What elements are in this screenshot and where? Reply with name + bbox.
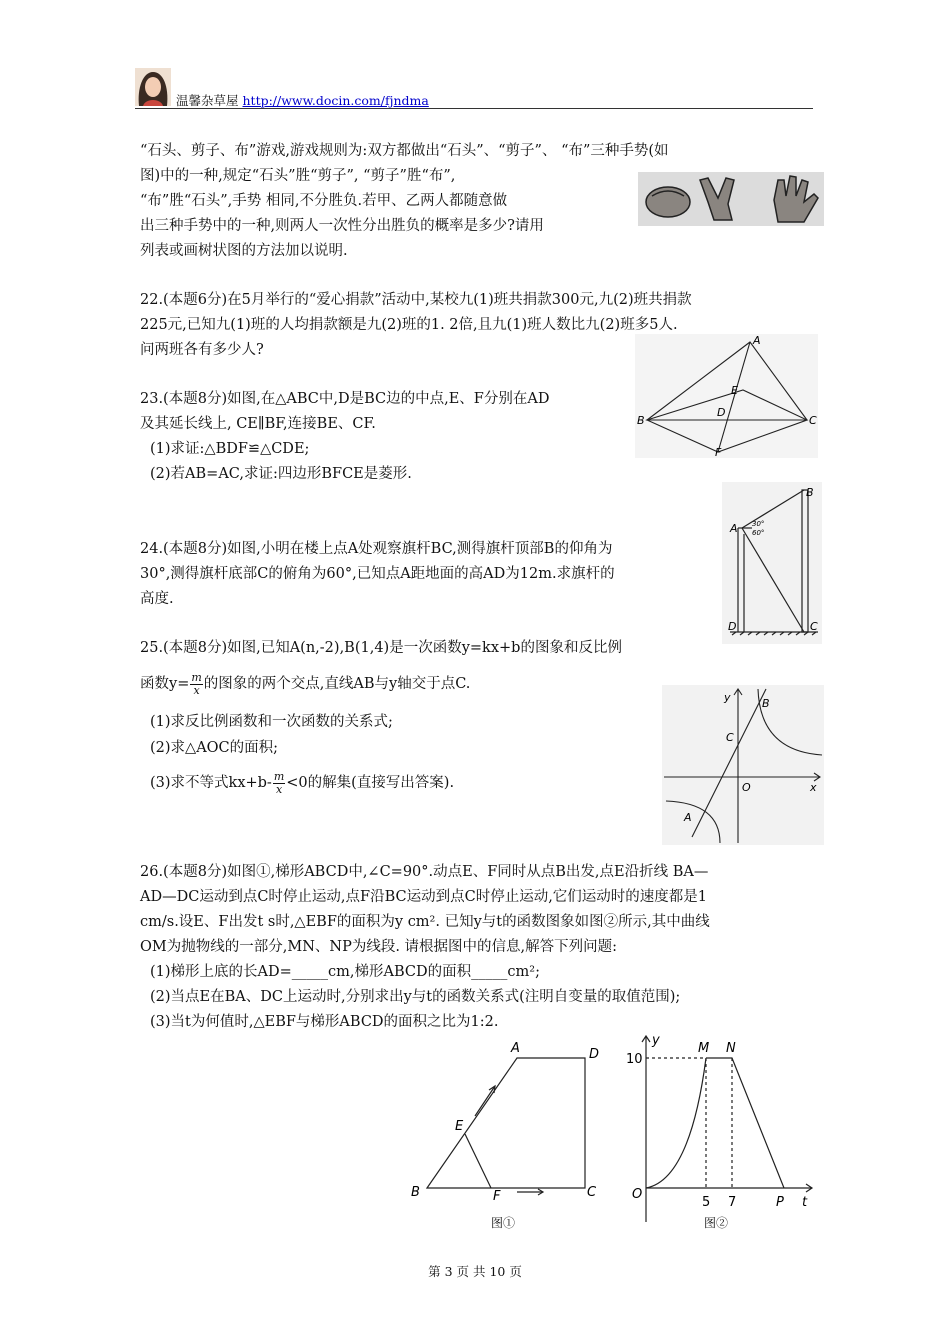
q24-label-a: A bbox=[730, 522, 738, 535]
q25-line-2-post: 的图象的两个交点,直线AB与y轴交于点C. bbox=[203, 676, 471, 692]
q26-fig2-label-n: N bbox=[726, 1041, 736, 1056]
fraction-denominator: x bbox=[275, 782, 283, 796]
q22-line-1: 22.(本题6分)在5月举行的“爱心捐款”活动中,某校九(1)班共捐款300元,九(2)班共捐款 bbox=[140, 292, 692, 308]
q21-line-4: 出三种手势中的一种,则两人一次性分出胜负的概率是多少?请用 bbox=[140, 218, 544, 234]
site-name: 温馨杂草屋 bbox=[176, 93, 239, 108]
q26-fig2-label-m: M bbox=[698, 1041, 710, 1056]
q23-line-2: 及其延长线上, CE∥BF,连接BE、CF. bbox=[140, 416, 376, 432]
q21-line-1: “石头、剪子、布”游戏,游戏规则为:双方都做出“石头”、“剪子”、 “布”三种手势(如 bbox=[140, 143, 669, 159]
q24-line-2: 30°,测得旗杆底部C的俯角为60°,已知点A距地面的高AD为12m.求旗杆的 bbox=[140, 566, 615, 582]
q25-sub-2: (2)求△AOC的面积; bbox=[150, 740, 279, 756]
q26-fig1-label-f: F bbox=[493, 1189, 501, 1204]
q24-angle-30: 30° bbox=[752, 520, 765, 528]
q23-sub-1: (1)求证:△BDF≌△CDE; bbox=[150, 441, 310, 457]
hand-gestures-image bbox=[638, 172, 824, 226]
q26-fig1-label-d: D bbox=[589, 1047, 600, 1062]
q25-line-2-pre: 函数y= bbox=[140, 676, 190, 692]
q23-label-a: A bbox=[753, 334, 761, 347]
q26-function-graph-figure bbox=[622, 1030, 817, 1230]
q26-sub-1: (1)梯形上底的长AD=_____cm,梯形ABCD的面积_____cm²; bbox=[150, 964, 540, 980]
q21-line-3: “布”胜“石头”,手势 相同,不分胜负.若甲、乙两人都随意做 bbox=[140, 193, 508, 209]
q24-label-c: C bbox=[810, 620, 818, 633]
q26-line-2: AD—DC运动到点C时停止运动,点F沿BC运动到点C时停止运动,它们运动时的速度都是1 bbox=[140, 889, 708, 905]
q25-label-o: O bbox=[742, 781, 751, 794]
q26-sub-2: (2)当点E在BA、DC上运动时,分别求出y与t的函数关系式(注明自变量的取值范围); bbox=[150, 989, 681, 1005]
q25-label-a: A bbox=[684, 811, 692, 824]
header-text bbox=[176, 91, 429, 109]
q24-angle-60: 60° bbox=[752, 529, 765, 537]
q26-fig1-caption: 图① bbox=[491, 1216, 516, 1230]
q26-line-4: OM为抛物线的一部分,MN、NP为线段. 请根据图中的信息,解答下列问题: bbox=[140, 939, 618, 955]
q22-line-2: 225元,已知九(1)班的人均捐款额是九(2)班的1. 2倍,且九(1)班人数比九(2)班多5人. bbox=[140, 317, 678, 333]
q23-label-f: F bbox=[715, 446, 722, 458]
q25-fraction-m-over-x-2 bbox=[273, 771, 285, 796]
fraction-numerator: m bbox=[273, 769, 285, 783]
site-url-link[interactable]: http://www.docin.com/fjndma bbox=[242, 93, 429, 108]
q25-sub-3-pre: (3)求不等式kx+b- bbox=[150, 775, 272, 791]
q25-sub-3-post: <0的解集(直接写出答案). bbox=[286, 775, 455, 791]
q26-fig2-label-7: 7 bbox=[728, 1195, 737, 1210]
q23-label-e: E bbox=[731, 384, 738, 397]
q26-line-1: 26.(本题8分)如图①,梯形ABCD中,∠C=90°.动点E、F同时从点B出发,点E沿折线 BA— bbox=[140, 864, 709, 880]
q26-sub-3: (3)当t为何值时,△EBF与梯形ABCD的面积之比为1:2. bbox=[150, 1014, 499, 1030]
q26-fig1-label-c: C bbox=[587, 1185, 597, 1200]
q26-fig2-label-y: y bbox=[652, 1033, 660, 1048]
q25-label-x: x bbox=[810, 781, 817, 794]
q25-label-y: y bbox=[724, 691, 731, 704]
q25-line-2 bbox=[140, 669, 470, 699]
q25-label-b: B bbox=[762, 697, 770, 710]
q25-sub-3 bbox=[150, 768, 454, 798]
q26-fig1-label-a: A bbox=[511, 1041, 520, 1056]
page-footer: 第 3 页 共 10 页 bbox=[428, 1264, 522, 1279]
q26-fig2-label-10: 10 bbox=[626, 1052, 643, 1067]
q26-fig2-label-t: t bbox=[802, 1195, 808, 1210]
q26-fig2-label-5: 5 bbox=[702, 1195, 711, 1210]
fraction-numerator: m bbox=[191, 670, 202, 684]
q24-label-d: D bbox=[728, 620, 737, 633]
q24-line-1: 24.(本题8分)如图,小明在楼上点A处观察旗杆BC,测得旗杆顶部B的仰角为 bbox=[140, 541, 613, 557]
q23-label-b: B bbox=[637, 414, 645, 427]
q25-line-1: 25.(本题8分)如图,已知A(n,-2),B(1,4)是一次函数y=kx+b的图象和反比例 bbox=[140, 640, 622, 656]
q26-fig2-label-o: O bbox=[632, 1187, 643, 1202]
q24-line-3: 高度. bbox=[140, 591, 174, 607]
q22-line-3: 问两班各有多少人? bbox=[140, 342, 264, 358]
q25-graph-figure bbox=[662, 685, 824, 845]
q23-line-1: 23.(本题8分)如图,在△ABC中,D是BC边的中点,E、F分别在AD bbox=[140, 391, 550, 407]
q26-fig2-caption: 图② bbox=[704, 1216, 729, 1230]
header-avatar-image bbox=[135, 68, 171, 106]
q23-label-c: C bbox=[809, 414, 817, 427]
fraction-denominator: x bbox=[193, 683, 200, 697]
q25-fraction-m-over-x bbox=[190, 672, 202, 697]
q26-fig2-label-p: P bbox=[776, 1195, 784, 1210]
q24-label-b: B bbox=[806, 486, 814, 499]
q21-line-5: 列表或画树状图的方法加以说明. bbox=[140, 243, 348, 259]
q26-trapezoid-figure bbox=[405, 1038, 610, 1238]
header-divider bbox=[135, 108, 813, 109]
q26-fig1-label-e: E bbox=[455, 1119, 464, 1134]
q25-sub-1: (1)求反比例函数和一次函数的关系式; bbox=[150, 714, 393, 730]
q21-line-2: 图)中的一种,规定“石头”胜“剪子”, “剪子”胜“布”, bbox=[140, 168, 456, 184]
q23-triangle-figure bbox=[635, 334, 818, 458]
q23-sub-2: (2)若AB=AC,求证:四边形BFCE是菱形. bbox=[150, 466, 412, 482]
q26-line-3: cm/s.设E、F出发t s时,△EBF的面积为y cm². 已知y与t的函数图象如图②所示,其中曲线 bbox=[140, 914, 710, 930]
q23-label-d: D bbox=[717, 406, 726, 419]
q24-flagpole-figure bbox=[722, 482, 822, 644]
q26-fig1-label-b: B bbox=[411, 1185, 420, 1200]
q25-label-c: C bbox=[726, 731, 734, 744]
